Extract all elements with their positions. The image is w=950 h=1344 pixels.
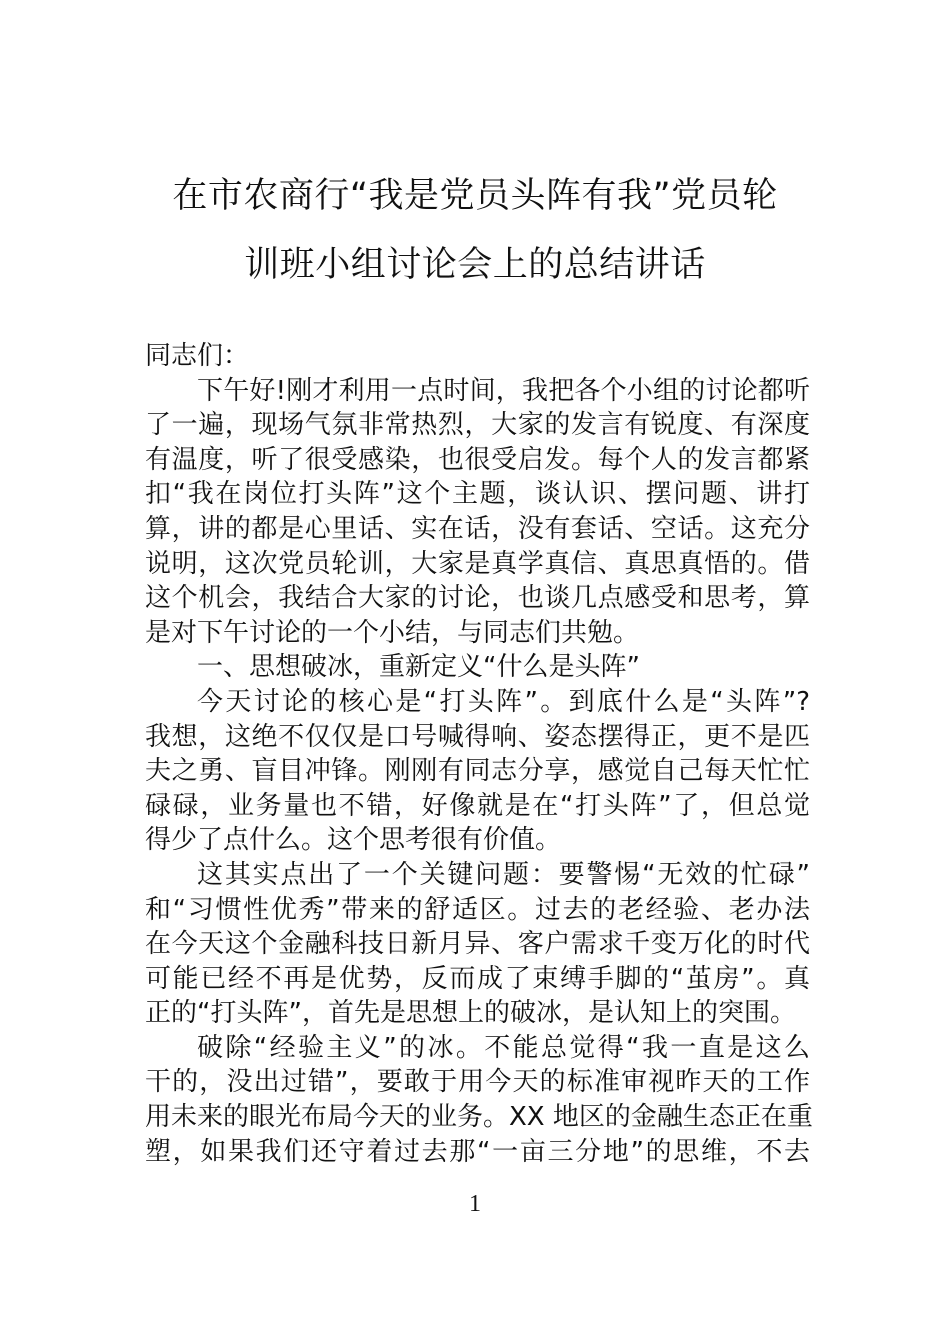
paragraph-1-line-6: 说明，这次党员轮训，大家是真学真信、真思真悟的。借 [145,548,810,579]
paragraph-1-line-2: 了一遍，现场气氛非常热烈，大家的发言有锐度、有深度 [145,410,810,441]
paragraph-3-line-3: 在今天这个金融科技日新月异、客户需求千变万化的时代 [145,929,810,960]
paragraph-3-line-1: 这其实点出了一个关键问题：要警惕“无效的忙碌” [197,859,810,890]
paragraph-2-line-1: 今天讨论的核心是“打头阵”。到底什么是“头阵”? [197,686,810,717]
paragraph-1-line-4: 扣“我在岗位打头阵”这个主题，谈认识、摆问题、讲打 [145,479,810,510]
paragraph-1-line-3: 有温度，听了很受感染，也很受启发。每个人的发言都紧 [145,444,810,475]
paragraph-1-line-8: 是对下午讨论的一个小结，与同志们共勉。 [145,617,640,648]
paragraph-3-line-4: 可能已经不再是优势，反而成了束缚手脚的“茧房”。真 [145,963,810,994]
paragraph-4-line-1: 破除“经验主义”的冰。不能总觉得“我一直是这么 [197,1032,810,1063]
paragraph-4-line-4: 塑，如果我们还守着过去那“一亩三分地”的思维，不去 [145,1136,810,1167]
paragraph-3-line-2: 和“习惯性优秀”带来的舒适区。过去的老经验、老办法 [145,894,810,925]
paragraph-4-line-2: 干的，没出过错”，要敢于用今天的标准审视昨天的工作 [145,1067,810,1098]
paragraph-2-line-5: 得少了点什么。这个思考很有价值。 [145,825,562,856]
document-title-line-2: 训班小组讨论会上的总结讲话 [244,245,706,285]
paragraph-4-line-3: 用未来的眼光布局今天的业务。XX 地区的金融生态正在重 [145,1102,813,1133]
page-number: 1 [469,1191,481,1217]
salutation: 同志们： [145,341,250,371]
paragraph-1-line-1: 下午好!刚才利用一点时间，我把各个小组的讨论都听 [197,375,810,406]
paragraph-2-line-4: 碌碌，业务量也不错，好像就是在“打头阵”了，但总觉 [145,790,810,821]
paragraph-1-line-7: 这个机会，我结合大家的讨论，也谈几点感受和思考，算 [145,583,810,614]
paragraph-2-line-2: 我想，这绝不仅仅是口号喊得响、姿态摆得正，更不是匹 [145,721,810,752]
paragraph-3-line-5: 正的“打头阵”，首先是思想上的破冰，是认知上的突围。 [145,998,796,1029]
document-body [145,339,813,1169]
section-heading-1: 一、思想破冰，重新定义“什么是头阵” [197,652,640,683]
paragraph-2-line-3: 夫之勇、盲目冲锋。刚刚有同志分享，感觉自己每天忙忙 [145,756,810,787]
document-title-line-1: 在市农商行“我是党员头阵有我”党员轮 [172,176,778,216]
paragraph-1-line-5: 算，讲的都是心里话、实在话，没有套话、空话。这充分 [145,513,810,544]
